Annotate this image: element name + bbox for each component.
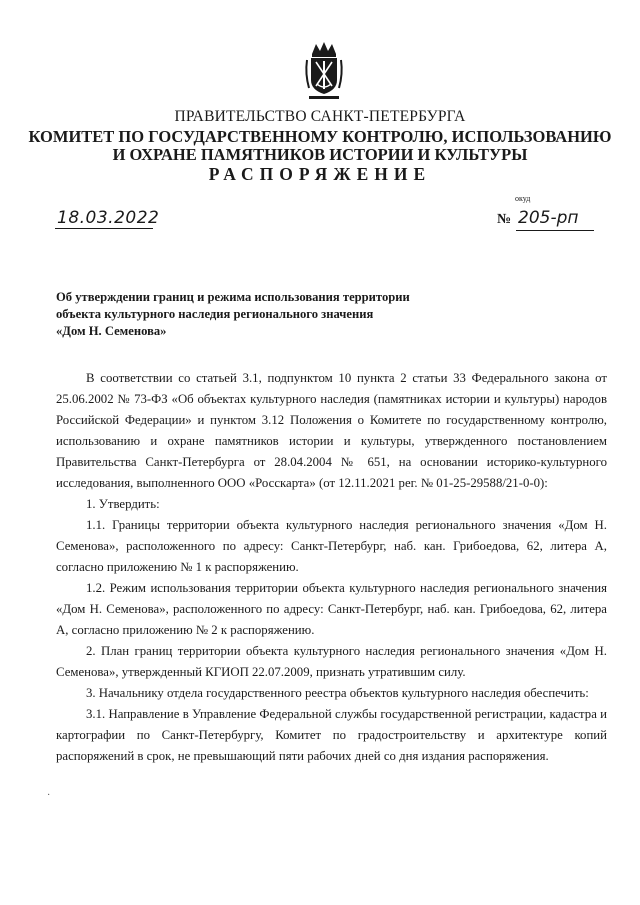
paragraph-3-1: 3.1. Направление в Управление Федеральной службы государственной регистрации, кадастра и картографии по Санкт-Петербургу, Комитет по градостроительству и архитектуре копий распоряжений в срок, не превышающий пяти рабочих дней со дня издания распоряжения. (56, 707, 607, 763)
intro-paragraph: В соответствии со статьей 3.1, подпунктом 10 пункта 2 статьи 33 Федерального закона от 25.06.2002 № 73-ФЗ «Об объектах культурного наследия (памятниках истории и культуры) народов Российской Федерации» и пунктом 3.12 Положения о Комитете по государственному контролю, использованию и охране памятников истории и культуры, утвержденного постановлением Правительства Санкт-Петербурга от 28.04.2004 № 651, на основании историко-культурного исследования, выполненного ООО «Росскарта» (от 12.11.2021 рег. № 01-25-29588/21-0-0): (56, 371, 607, 490)
paragraph-1-1: 1.1. Границы территории объекта культурного наследия регионального значения «Дом Н. Семенова», расположенного по адресу: Санкт-Петербург, наб. кан. Грибоедова, 62, литера А, согласно приложению № 1 к распоряжению. (56, 518, 607, 574)
paragraph-1-2: 1.2. Режим использования территории объекта культурного наследия регионального значения «Дом Н. Семенова», расположенного по адресу: Санкт-Петербург, наб. кан. Грибоедова, 62, литера А, согласно приложению № 2 к распоряжению. (56, 581, 607, 637)
document-date: 18.03.2022 (57, 208, 160, 228)
document-type: РАСПОРЯЖЕНИЕ (208, 164, 432, 184)
number-sign: № (497, 212, 512, 227)
subject-line-1: Об утверждении границ и режима использования территории (56, 290, 410, 304)
committee-title-line-2: И ОХРАНЕ ПАМЯТНИКОВ ИСТОРИИ И КУЛЬТУРЫ (112, 145, 528, 164)
paragraph-1: 1. Утвердить: (86, 497, 160, 511)
subject-line-3: «Дом Н. Семенова» (56, 324, 167, 338)
okud-label: окуд (515, 194, 531, 203)
document-body (56, 368, 607, 767)
coat-of-arms-emblem (303, 40, 345, 102)
committee-title-line-1: КОМИТЕТ ПО ГОСУДАРСТВЕННОМУ КОНТРОЛЮ, ИСПОЛЬЗОВАНИЮ (28, 127, 612, 146)
paragraph-3: 3. Начальнику отдела государственного реестра объектов культурного наследия обеспечить: (86, 686, 589, 700)
document-subject (56, 289, 456, 340)
number-underline (516, 230, 594, 231)
date-underline (55, 228, 153, 229)
margin-mark: · (47, 790, 51, 801)
document-number: 205-рп (518, 208, 579, 228)
subject-line-2: объекта культурного наследия регионального значения (56, 307, 374, 321)
paragraph-2: 2. План границ территории объекта культурного наследия регионального значения «Дом Н. Семенова», утвержденный КГИОП 22.07.2009, признать утратившим силу. (56, 644, 607, 679)
government-title: ПРАВИТЕЛЬСТВО САНКТ-ПЕТЕРБУРГА (174, 108, 466, 125)
